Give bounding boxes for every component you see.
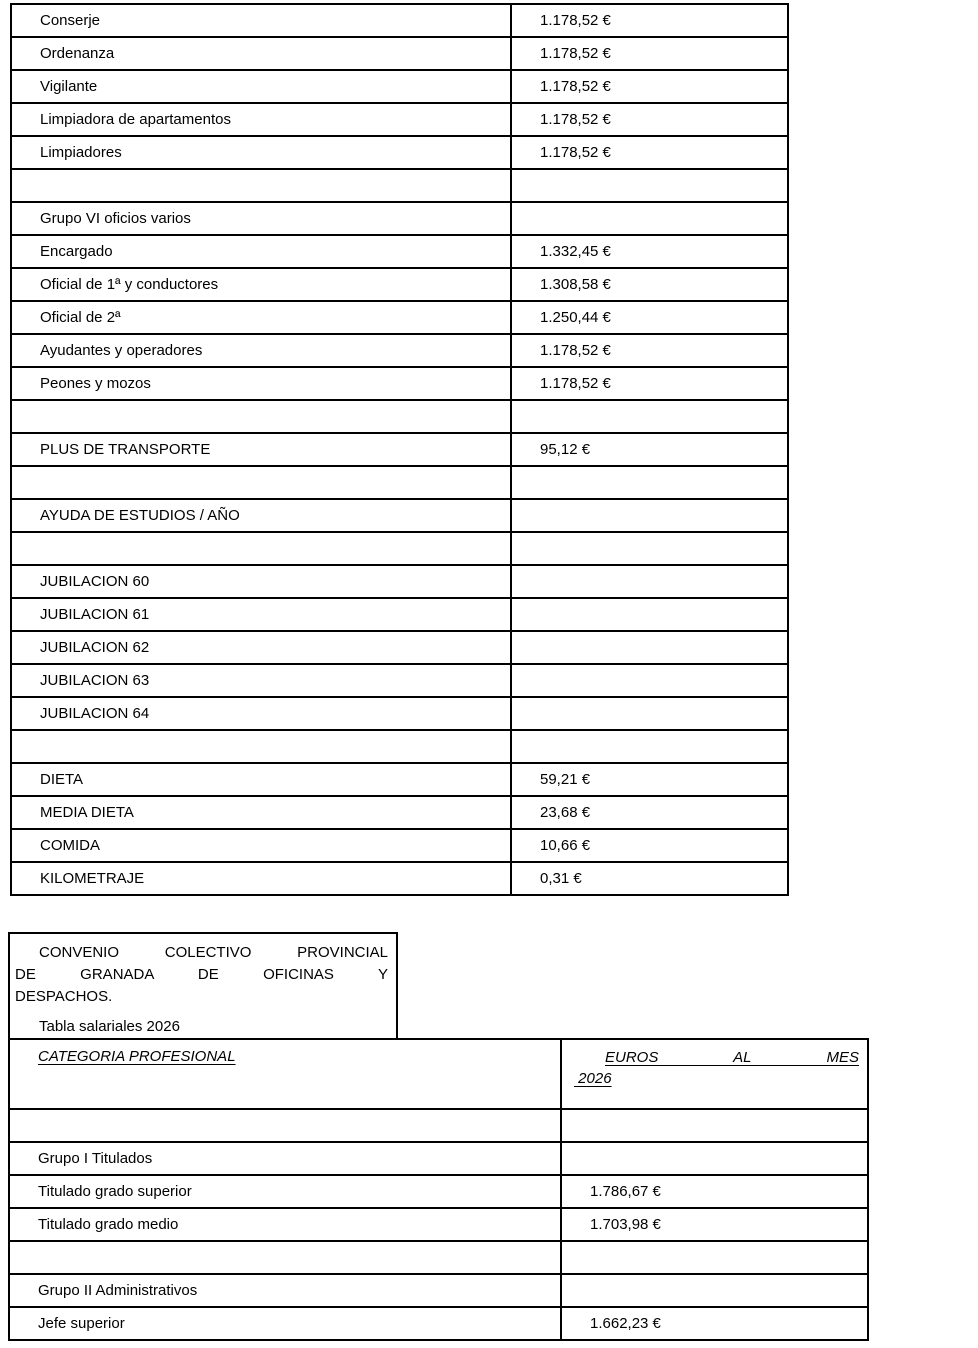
table-row bbox=[11, 400, 788, 433]
amount-cell bbox=[511, 565, 788, 598]
category-cell: Titulado grado superior bbox=[9, 1175, 561, 1208]
category-cell bbox=[9, 1109, 561, 1142]
category-cell: JUBILACION 61 bbox=[11, 598, 511, 631]
table-row bbox=[9, 1208, 868, 1241]
category-cell: MEDIA DIETA bbox=[11, 796, 511, 829]
table-row bbox=[11, 334, 788, 367]
euros-header-cell bbox=[561, 1039, 868, 1109]
category-cell: KILOMETRAJE bbox=[11, 862, 511, 895]
amount-cell bbox=[561, 1274, 868, 1307]
table-row bbox=[11, 796, 788, 829]
amount-cell: 1.178,52 € bbox=[511, 4, 788, 37]
category-cell: PLUS DE TRANSPORTE bbox=[11, 433, 511, 466]
amount-cell: 95,12 € bbox=[511, 433, 788, 466]
category-cell: Grupo VI oficios varios bbox=[11, 202, 511, 235]
table-row bbox=[9, 1175, 868, 1208]
category-cell: COMIDA bbox=[11, 829, 511, 862]
table-row bbox=[9, 1274, 868, 1307]
table-row bbox=[9, 1109, 868, 1142]
amount-cell bbox=[511, 169, 788, 202]
category-cell: Grupo II Administrativos bbox=[9, 1274, 561, 1307]
category-cell bbox=[9, 1241, 561, 1274]
amount-cell: 1.178,52 € bbox=[511, 37, 788, 70]
category-cell: AYUDA DE ESTUDIOS / AÑO bbox=[11, 499, 511, 532]
table-row bbox=[11, 367, 788, 400]
category-cell: Conserje bbox=[11, 4, 511, 37]
salary-table-top-body bbox=[11, 4, 788, 895]
euros-header-line2 bbox=[574, 1068, 859, 1090]
amount-cell: 1.308,58 € bbox=[511, 268, 788, 301]
table-row bbox=[9, 1142, 868, 1175]
amount-cell: 1.178,52 € bbox=[511, 103, 788, 136]
amount-cell bbox=[561, 1142, 868, 1175]
amount-cell bbox=[511, 697, 788, 730]
category-cell: Grupo I Titulados bbox=[9, 1142, 561, 1175]
salary-table-2026 bbox=[8, 1038, 869, 1341]
table-row bbox=[11, 4, 788, 37]
category-header-cell bbox=[9, 1039, 561, 1109]
table-row bbox=[11, 301, 788, 334]
convenio-title-line: CONVENIO COLECTIVO PROVINCIAL bbox=[39, 944, 388, 961]
table-row bbox=[11, 730, 788, 763]
table-row bbox=[11, 763, 788, 796]
category-cell: Ordenanza bbox=[11, 37, 511, 70]
table-row bbox=[9, 1307, 868, 1340]
euros-header-year: 2026 bbox=[574, 1070, 612, 1087]
category-cell bbox=[11, 400, 511, 433]
category-cell: JUBILACION 62 bbox=[11, 631, 511, 664]
convenio-title-line: DESPACHOS. bbox=[15, 988, 113, 1005]
table-row bbox=[11, 202, 788, 235]
category-cell: JUBILACION 63 bbox=[11, 664, 511, 697]
salary-table-top bbox=[10, 3, 789, 896]
category-cell: Vigilante bbox=[11, 70, 511, 103]
amount-cell bbox=[511, 202, 788, 235]
amount-cell bbox=[511, 598, 788, 631]
table-row bbox=[11, 466, 788, 499]
amount-cell: 1.178,52 € bbox=[511, 367, 788, 400]
category-cell bbox=[11, 169, 511, 202]
category-cell: Oficial de 1ª y conductores bbox=[11, 268, 511, 301]
table-row bbox=[11, 532, 788, 565]
category-cell: Limpiadora de apartamentos bbox=[11, 103, 511, 136]
convenio-title-box bbox=[8, 932, 398, 1038]
amount-cell: 1.250,44 € bbox=[511, 301, 788, 334]
category-cell: Ayudantes y operadores bbox=[11, 334, 511, 367]
amount-cell: 1.703,98 € bbox=[561, 1208, 868, 1241]
tabla-salariales-label: Tabla salariales 2026 bbox=[39, 1018, 180, 1035]
table-row bbox=[11, 103, 788, 136]
category-cell bbox=[11, 730, 511, 763]
table-row bbox=[11, 829, 788, 862]
salary-table-2026-rows bbox=[9, 1109, 868, 1340]
category-cell: Encargado bbox=[11, 235, 511, 268]
category-cell: JUBILACION 64 bbox=[11, 697, 511, 730]
amount-cell: 10,66 € bbox=[511, 829, 788, 862]
amount-cell: 1.332,45 € bbox=[511, 235, 788, 268]
euros-header-line1: EUROS AL MES bbox=[605, 1049, 859, 1066]
table-row bbox=[11, 565, 788, 598]
category-header-label: CATEGORIA PROFESIONAL bbox=[38, 1048, 236, 1065]
amount-cell bbox=[511, 400, 788, 433]
amount-cell: 1.178,52 € bbox=[511, 136, 788, 169]
amount-cell: 23,68 € bbox=[511, 796, 788, 829]
amount-cell: 1.786,67 € bbox=[561, 1175, 868, 1208]
amount-cell: 59,21 € bbox=[511, 763, 788, 796]
category-cell: Oficial de 2ª bbox=[11, 301, 511, 334]
table-row bbox=[11, 268, 788, 301]
category-cell: JUBILACION 60 bbox=[11, 565, 511, 598]
category-cell: Peones y mozos bbox=[11, 367, 511, 400]
salary-table-2026-body bbox=[9, 1039, 868, 1109]
category-cell bbox=[11, 532, 511, 565]
amount-cell bbox=[511, 466, 788, 499]
amount-cell: 0,31 € bbox=[511, 862, 788, 895]
category-cell: Titulado grado medio bbox=[9, 1208, 561, 1241]
amount-cell bbox=[511, 664, 788, 697]
table-row bbox=[11, 136, 788, 169]
amount-cell: 1.178,52 € bbox=[511, 70, 788, 103]
table-row bbox=[11, 697, 788, 730]
table-row bbox=[11, 631, 788, 664]
amount-cell: 1.178,52 € bbox=[511, 334, 788, 367]
table-row bbox=[11, 433, 788, 466]
table-row bbox=[9, 1241, 868, 1274]
table-row bbox=[11, 70, 788, 103]
category-cell: Jefe superior bbox=[9, 1307, 561, 1340]
category-cell: Limpiadores bbox=[11, 136, 511, 169]
table-row bbox=[11, 169, 788, 202]
amount-cell bbox=[511, 532, 788, 565]
table-row bbox=[11, 235, 788, 268]
amount-cell: 1.662,23 € bbox=[561, 1307, 868, 1340]
table-row bbox=[11, 664, 788, 697]
amount-cell bbox=[511, 631, 788, 664]
convenio-title-line: DE GRANADA DE OFICINAS Y bbox=[15, 966, 388, 983]
amount-cell bbox=[511, 730, 788, 763]
table-header-row bbox=[9, 1039, 868, 1109]
table-row bbox=[11, 862, 788, 895]
table-row bbox=[11, 598, 788, 631]
table-row bbox=[11, 37, 788, 70]
category-cell bbox=[11, 466, 511, 499]
amount-cell bbox=[511, 499, 788, 532]
amount-cell bbox=[561, 1241, 868, 1274]
category-cell: DIETA bbox=[11, 763, 511, 796]
amount-cell bbox=[561, 1109, 868, 1142]
table-row bbox=[11, 499, 788, 532]
